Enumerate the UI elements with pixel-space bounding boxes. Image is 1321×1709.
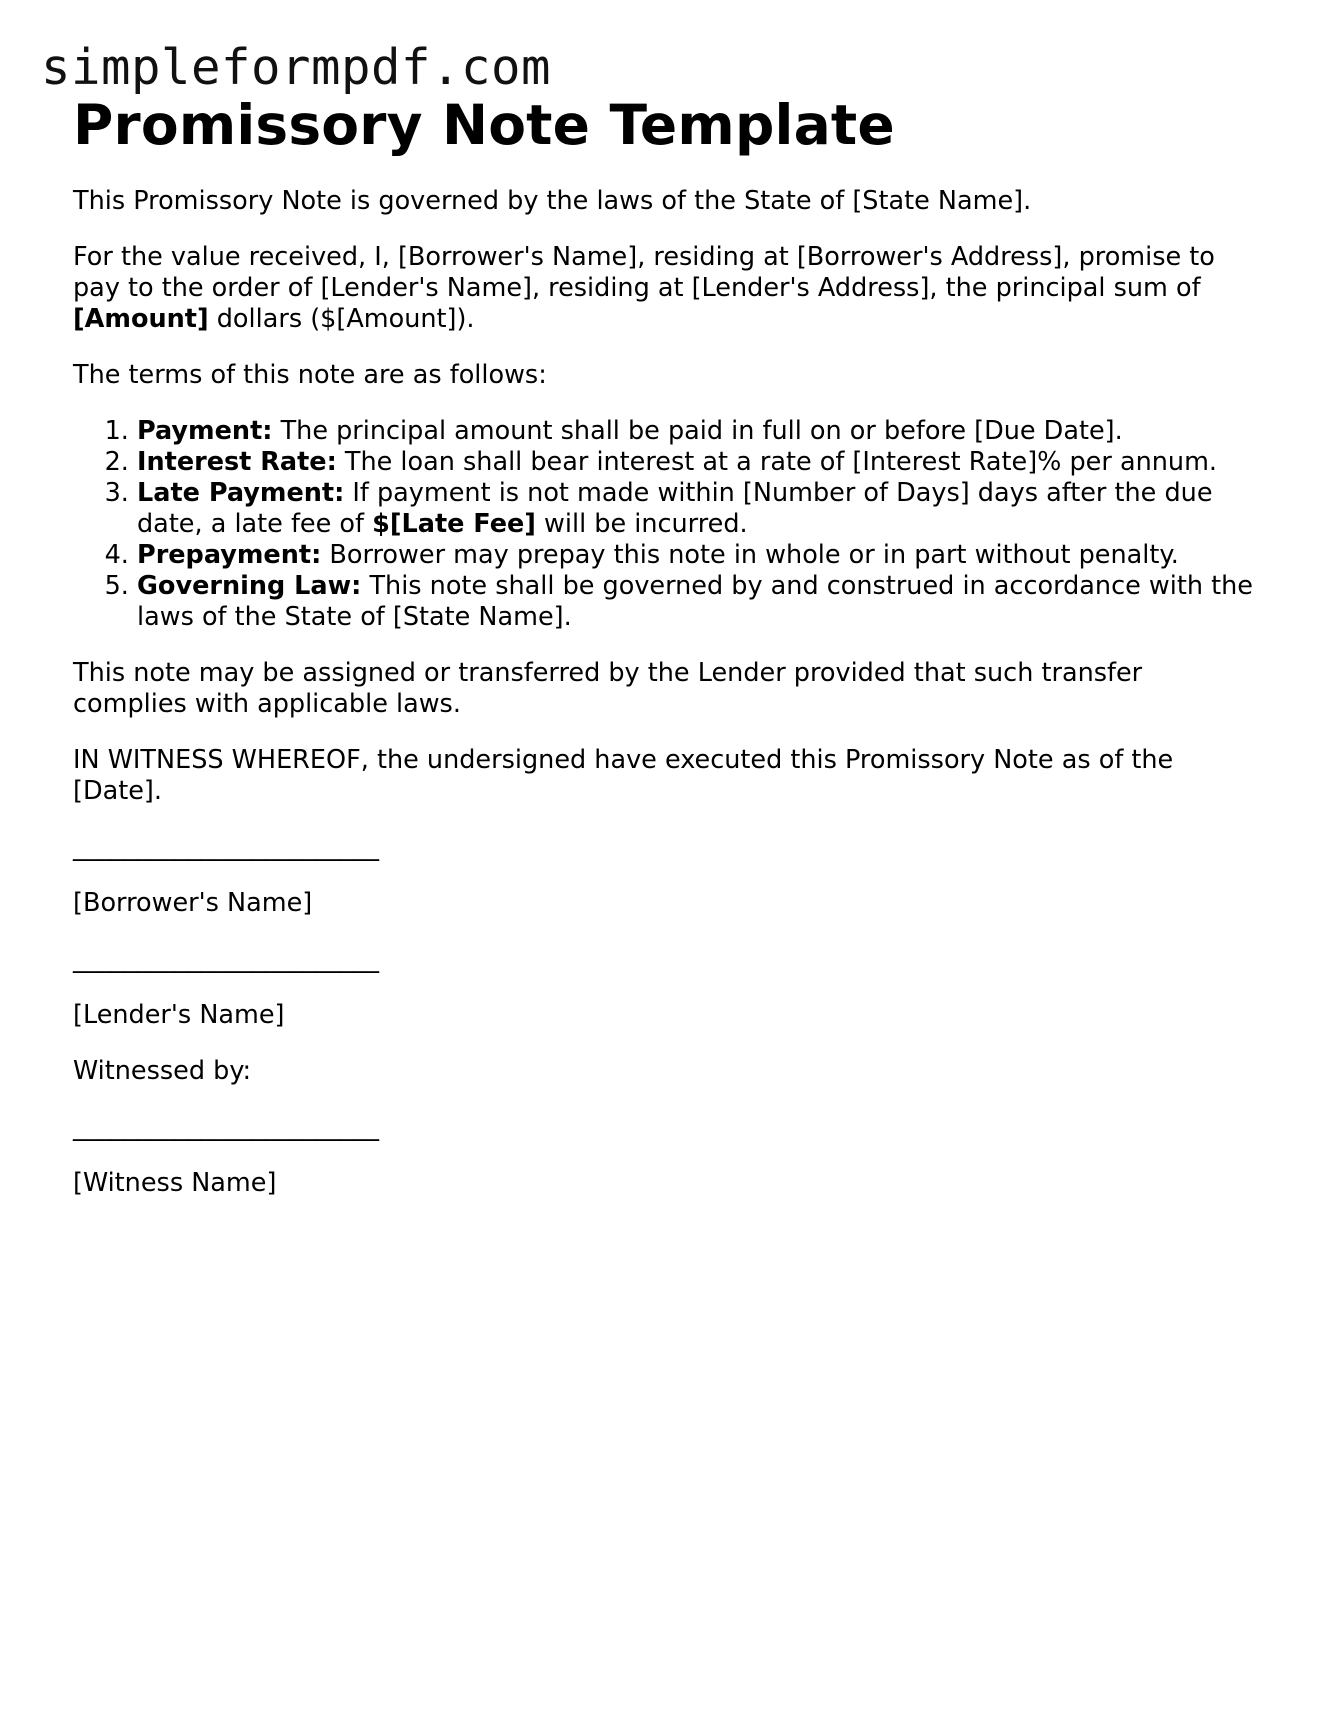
term-label: Payment:: [137, 416, 273, 446]
term-late-payment: [137, 478, 1253, 540]
assignment-paragraph: This note may be assigned or transferred by the Lender provided that such transfer complies with applicable laws.: [73, 658, 1143, 719]
late-fee-bold: $[Late Fee]: [372, 509, 536, 539]
term-label: Interest Rate:: [137, 447, 337, 477]
lender-signature-line: ________________________: [73, 944, 379, 974]
term-text: This note shall be governed by and construed in accordance with the laws of the State of [State Name].: [137, 571, 1253, 632]
term-text: The loan shall bear interest at a rate of [Interest Rate]% per annum.: [336, 447, 1218, 477]
term-prepayment: [137, 540, 1253, 571]
term-interest-rate: [137, 447, 1253, 478]
term-label: Prepayment:: [137, 540, 322, 570]
term-text: Borrower may prepay this note in whole or in part without penalty.: [321, 540, 1179, 570]
term-text: The principal amount shall be paid in full on or before [Due Date].: [272, 416, 1123, 446]
term-governing-law: [137, 571, 1253, 633]
amount-bold: [Amount]: [73, 304, 209, 334]
borrower-name-label: [Borrower's Name]: [73, 888, 313, 918]
term-payment: [137, 416, 1253, 447]
watermark-text: simpleformpdf.com: [41, 39, 552, 96]
value-text-start: For the value received, I, [Borrower's Name], residing at [Borrower's Address], promise to pay to the order of [Lender's Name], residing at [Lender's Address], the principal sum of: [73, 242, 1215, 303]
witnessed-by-label: Witnessed by:: [73, 1056, 252, 1086]
term-label: Late Payment:: [137, 478, 345, 508]
witness-name-label: [Witness Name]: [73, 1168, 277, 1198]
value-paragraph: [73, 242, 1253, 335]
lender-name-label: [Lender's Name]: [73, 1000, 285, 1030]
governing-statement: This Promissory Note is governed by the laws of the State of [State Name].: [73, 186, 1032, 216]
term-text: If payment is not made within [Number of Days] days after the due date, a late fee of: [137, 478, 1213, 539]
witness-whereof-paragraph: IN WITNESS WHEREOF, the undersigned have executed this Promissory Note as of the [Date].: [73, 745, 1174, 806]
terms-list: [73, 416, 1253, 633]
borrower-signature-line: ________________________: [73, 832, 379, 862]
document-page: [73, 92, 1253, 1199]
witness-signature-line: ________________________: [73, 1112, 379, 1142]
term-label: Governing Law:: [137, 571, 362, 601]
page-title: Promissory Note Template: [73, 93, 895, 157]
term-text-end: will be incurred.: [535, 509, 748, 539]
terms-intro: The terms of this note are as follows:: [73, 360, 547, 390]
value-text-end: dollars ($[Amount]).: [208, 304, 475, 334]
